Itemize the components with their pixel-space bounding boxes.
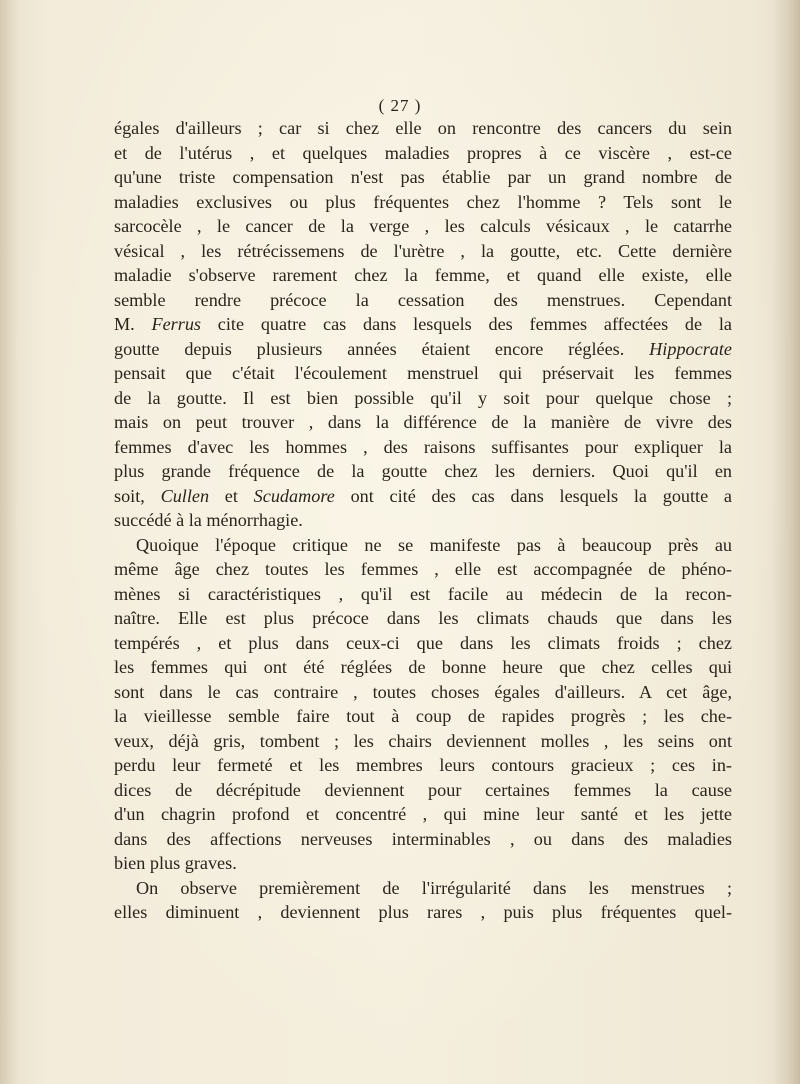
text-run: vésical , les rétrécissemens de l'urètre , la goutte, etc. Cette dernière bbox=[114, 240, 732, 261]
text-run: dices de décrépitude deviennent pour certaines femmes la cause bbox=[114, 779, 732, 800]
text-line bbox=[114, 582, 732, 607]
text-line bbox=[114, 263, 732, 288]
text-run: les femmes qui ont été réglées de bonne heure que chez celles qui bbox=[114, 657, 732, 677]
text-run: mais on peut trouver , dans la différence de la manière de vivre des bbox=[114, 412, 732, 432]
text-run: semble rendre précoce la cessation des menstrues. Cependant bbox=[114, 289, 732, 310]
italic-name: Scudamore bbox=[253, 485, 335, 506]
text-run: tempérés , et plus dans ceux-ci que dans les climats froids ; chez bbox=[114, 632, 732, 653]
text-line bbox=[114, 680, 732, 705]
text-line bbox=[114, 851, 732, 876]
text-run: et de l'utérus , et quelques maladies propres à ce viscère , est-ce bbox=[114, 142, 732, 163]
text-run: elles diminuent , deviennent plus rares , puis plus fréquentes quel- bbox=[114, 902, 732, 922]
text-line bbox=[114, 631, 732, 656]
text-run: Quoique l'époque critique ne se manifeste pas à beaucoup près au bbox=[136, 534, 732, 555]
text-run: M. bbox=[114, 314, 152, 334]
text-line bbox=[114, 606, 732, 631]
text-line bbox=[114, 778, 732, 803]
text-line bbox=[114, 190, 732, 215]
text-line bbox=[114, 116, 732, 141]
text-line bbox=[114, 459, 732, 484]
text-line bbox=[114, 876, 732, 901]
text-run: naître. Elle est plus précoce dans les climats chauds que dans les bbox=[114, 608, 732, 628]
text-line bbox=[114, 337, 732, 362]
text-line bbox=[114, 361, 732, 386]
text-run: même âge chez toutes les femmes , elle est accompagnée de phéno- bbox=[114, 559, 732, 579]
text-run: ont cité des cas dans lesquels la goutte a bbox=[334, 485, 732, 506]
text-run: et bbox=[209, 485, 254, 506]
text-run: la vieillesse semble faire tout à coup de rapides progrès ; les che- bbox=[114, 706, 732, 726]
italic-name: Hippocrate bbox=[649, 338, 732, 359]
italic-name: Cullen bbox=[160, 485, 210, 506]
text-run: plus grande fréquence de la goutte chez les derniers. Quoi qu'il en bbox=[114, 461, 732, 481]
text-line bbox=[114, 802, 732, 827]
text-line bbox=[114, 410, 732, 435]
text-run: veux, déjà gris, tombent ; les chairs deviennent molles , les seins ont bbox=[114, 730, 732, 751]
text-run: cite quatre cas dans lesquels des femmes affectées de la bbox=[201, 314, 732, 334]
text-line bbox=[114, 753, 732, 778]
text-line bbox=[114, 312, 732, 337]
text-line bbox=[114, 900, 732, 925]
text-line bbox=[114, 239, 732, 264]
text-run: sarcocèle , le cancer de la verge , les calculs vésicaux , le catarrhe bbox=[114, 216, 732, 236]
text-run: sont dans le cas contraire , toutes choses égales d'ailleurs. A cet âge, bbox=[114, 681, 732, 702]
text-run: goutte depuis plusieurs années étaient encore réglées. bbox=[114, 338, 650, 359]
text-run: maladie s'observe rarement chez la femme, et quand elle existe, elle bbox=[114, 265, 732, 285]
text-run: égales d'ailleurs ; car si chez elle on rencontre des cancers du sein bbox=[114, 118, 732, 138]
text-line bbox=[114, 165, 732, 190]
body-text bbox=[114, 116, 732, 925]
text-run: maladies exclusives ou plus fréquentes chez l'homme ? Tels sont le bbox=[114, 191, 732, 212]
text-line bbox=[114, 557, 732, 582]
text-line bbox=[114, 435, 732, 460]
text-line bbox=[114, 484, 732, 509]
text-line bbox=[114, 288, 732, 313]
text-run: mènes si caractéristiques , qu'il est facile au médecin de la recon- bbox=[114, 583, 732, 604]
text-line bbox=[114, 141, 732, 166]
text-run: qu'une triste compensation n'est pas établie par un grand nombre de bbox=[114, 167, 732, 187]
text-line bbox=[114, 729, 732, 754]
text-line bbox=[114, 827, 732, 852]
italic-name: Ferrus bbox=[151, 314, 202, 334]
text-line bbox=[114, 386, 732, 411]
text-line bbox=[114, 508, 732, 533]
binding-shadow bbox=[0, 0, 18, 1084]
text-run: de la goutte. Il est bien possible qu'il y soit pour quelque chose ; bbox=[114, 387, 732, 408]
text-line bbox=[114, 533, 732, 558]
text-run: femmes d'avec les hommes , des raisons suffisantes pour expliquer la bbox=[114, 436, 732, 457]
text-run: soit, bbox=[114, 485, 161, 506]
text-line bbox=[114, 655, 732, 680]
text-run: perdu leur fermeté et les membres leurs contours gracieux ; ces in- bbox=[114, 755, 732, 775]
text-line bbox=[114, 704, 732, 729]
text-run: d'un chagrin profond et concentré , qui mine leur santé et les jette bbox=[114, 804, 732, 824]
text-run: succédé à la ménorrhagie. bbox=[114, 510, 303, 530]
text-run: pensait que c'était l'écoulement menstruel qui préservait les femmes bbox=[114, 363, 732, 383]
page-edge-shadow bbox=[772, 0, 800, 1084]
text-line bbox=[114, 214, 732, 239]
text-run: On observe premièrement de l'irrégularité dans les menstrues ; bbox=[136, 877, 732, 898]
text-run: bien plus graves. bbox=[114, 853, 237, 873]
page-number: ( 27 ) bbox=[378, 96, 422, 115]
text-run: dans des affections nerveuses interminables , ou dans des maladies bbox=[114, 828, 732, 849]
